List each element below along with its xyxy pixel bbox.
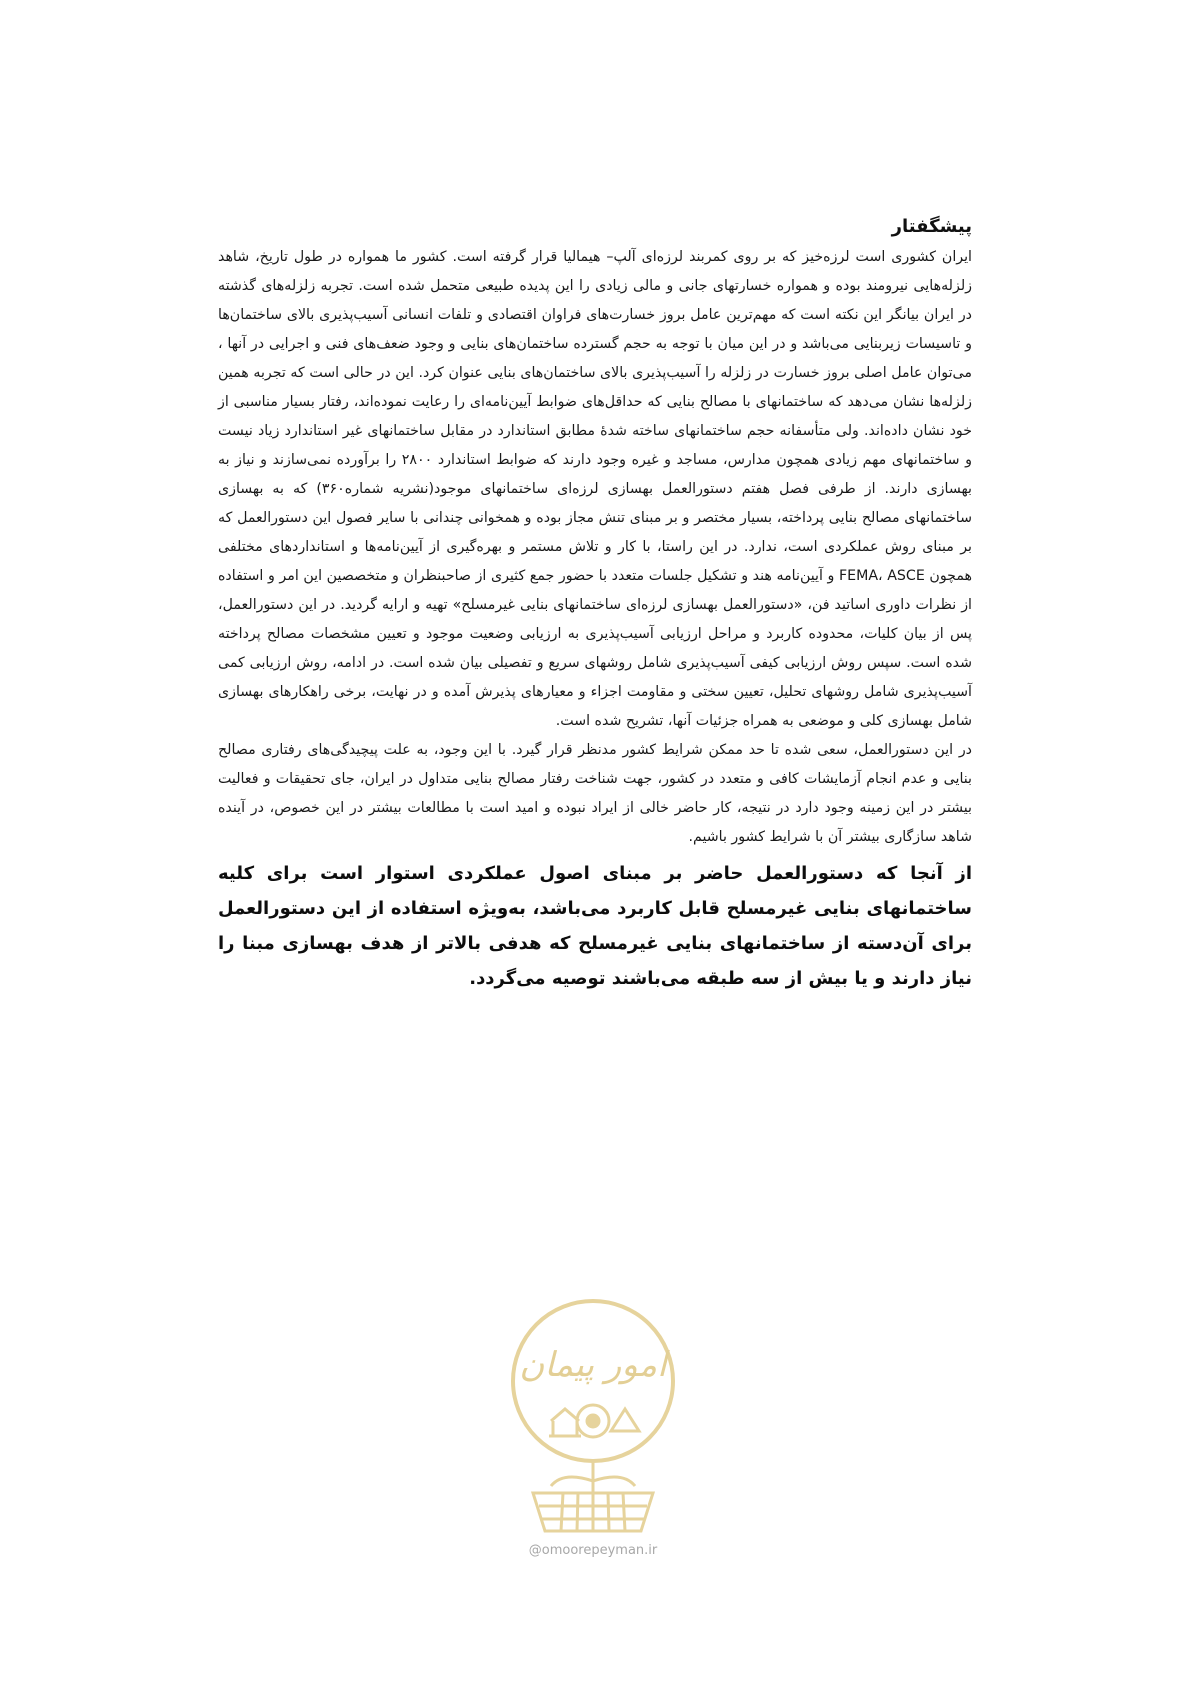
at-sign-icon: @	[528, 1543, 542, 1558]
watermark-logo-text: امور پیمان	[519, 1345, 667, 1385]
paragraph-recommendation: از آنجا که دستورالعمل حاضر بر مبنای اصول عملکردی استوار است برای کلیه ساختمانهای بنایی غیرمسلح قابل کاربرد می‌باشد، به‌ویژه استفاده از این دستورالعمل برای آن‌دسته از ساختمانهای بنایی غیرمسلح که هدفی بالاتر از هدف بهسازی مبنا را نیاز دارند و یا بیش از سه طبقه می‌باشند توصیه می‌گردد.	[218, 863, 972, 989]
watermark	[493, 1281, 693, 1561]
paragraph-notes: در این دستورالعمل، سعی شده تا حد ممکن شرایط کشور مدنظر قرار گیرد. با این وجود، به علت پیچیدگی‌های رفتاری مصالح بنایی و عدم انجام آزمایشات کافی و متعدد در کشور، جهت شناخت رفتار مصالح بنایی متداول در ایران، جای تحقیقات و فعالیت بیشتر در این زمینه وجود دارد در نتیجه، کار حاضر خالی از ایراد نبوده و امید است با مطالعات بیشتر در این خصوص، در آینده شاهد سازگاری بیشتر آن با شرایط کشور باشیم.	[218, 742, 972, 845]
watermark-logo-icon	[493, 1281, 693, 1536]
watermark-url: @omoorepeyman.ir	[528, 1543, 658, 1558]
page-title: پیشگفتار	[891, 216, 972, 237]
paragraph-intro: ایران کشوری است لرزه‌خیز که بر روی کمربند لرزه‌ای آلپ– هیمالیا قرار گرفته است. کشور ما همواره در طول تاریخ، شاهد زلزله‌هایی نیرومند بوده و همواره خسارتهای جانی و مالی زیادی را این پدیده طبیعی متحمل شده است. تجربه زلزله‌های گذشته در ایران بیانگر این نکته است که مهم‌ترین عامل بروز خسارت‌های فراوان اقتصادی و تلفات انسانی آسیب‌پذیری بالای ساختمان‌ها و تاسیسات زیربنایی می‌باشد و در این میان با توجه به حجم گسترده ساختمان‌های بنایی و وجود ضعف‌های فنی و اجرایی در آنها ، می‌توان عامل اصلی بروز خسارت در زلزله را آسیب‌پذیری بالای ساختمان‌های بنایی عنوان کرد. این در حالی است که تجربه همین زلزله‌ها نشان می‌دهد که ساختمانهای با مصالح بنایی که حداقل‌های ضوابط آیین‌نامه‌ای را رعایت نموده‌اند، رفتار بسیار مناسبی از خود نشان داده‌اند. ولی متأسفانه حجم ساختمانهای ساخته شدهٔ مطابق استاندارد در مقابل ساختمانهای غیر استاندارد زیاد نیست و ساختمانهای مهم زیادی همچون مدارس، مساجد و غیره وجود دارند که ضوابط استاندارد ۲۸۰۰ را برآورده نمی‌سازند و نیاز به بهسازی دارند. از طرفی فصل هفتم دستورالعمل بهسازی لرزه‌ای ساختمانهای موجود(نشریه شماره۳۶۰) که به بهسازی ساختمانهای مصالح بنایی پرداخته، بسیار مختصر و بر مبنای تنش مجاز بوده و همخوانی چندانی با سایر فصول این دستورالعمل که بر مبنای روش عملکردی است، ندارد. در این راستا، با کار و تلاش مستمر و بهره‌گیری از آیین‌نامه‌ها و استانداردهای مختلفی همچون FEMA، ASCE و آیین‌نامه هند و تشکیل جلسات متعدد با حضور جمع کثیری از صاحبنظران و متخصصین این امر و استفاده از نظرات داوری اساتید فن، «دستورالعمل بهسازی لرزه‌ای ساختمانهای بنایی غیرمسلح» تهیه و ارایه گردید. در این دستورالعمل، پس از بیان کلیات، محدوده کاربرد و مراحل ارزیابی آسیب‌پذیری به ارزیابی وضعیت موجود و تعیین مشخصات مصالح پرداخته شده است. سپس روش ارزیابی کیفی آسیب‌پذیری شامل روشهای سریع و تفصیلی بیان شده است. در ادامه، روش ارزیابی کمی آسیب‌پذیری شامل روشهای تحلیل، تعیین سختی و مقاومت اجزاء و معیارهای پذیرش آمده و در نهایت، برخی راهکارهای بهسازی شامل بهسازی کلی و موضعی به همراه جزئیات آنها، تشریح شده است.	[218, 249, 973, 729]
document-body	[218, 214, 972, 996]
